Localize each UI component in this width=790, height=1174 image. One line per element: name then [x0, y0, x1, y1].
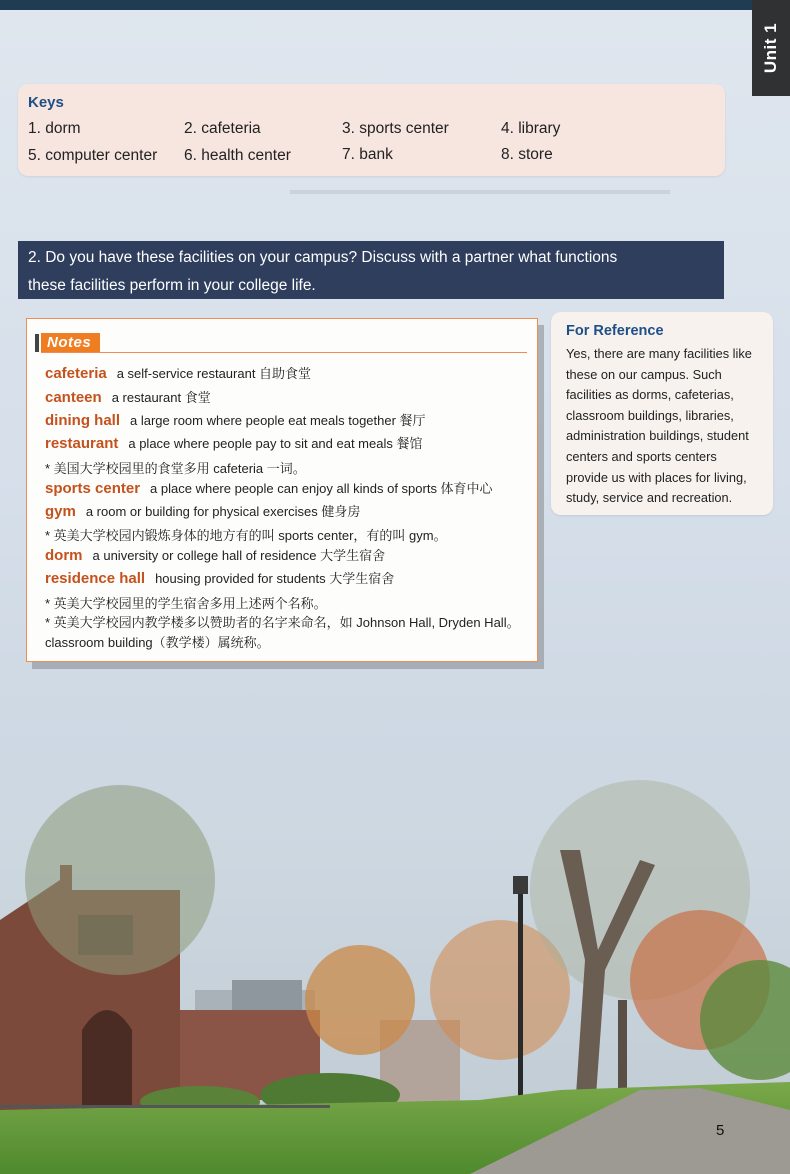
note-definition: a university or college hall of residence 大学生宿舍	[92, 548, 386, 563]
key-item: 3. sports center	[342, 120, 449, 137]
note-entry	[45, 501, 360, 520]
notes-header	[35, 333, 100, 352]
key-item: 4. library	[501, 120, 561, 137]
unit-tab-label: Unit 1	[761, 22, 781, 74]
tree-foliage	[25, 785, 215, 975]
note-definition: a restaurant 食堂	[111, 390, 211, 405]
reference-title: For Reference	[566, 323, 664, 339]
keys-box	[18, 84, 725, 176]
note-remark: * 英美大学校园内教学楼多以赞助者的名字来命名，如 Johnson Hall, Dryden Hall。	[45, 615, 520, 630]
top-strip	[0, 0, 790, 10]
note-entry	[45, 545, 385, 564]
note-term: restaurant	[45, 435, 119, 452]
key-item: 6. health center	[184, 147, 291, 164]
note-term: cafeteria	[45, 365, 107, 382]
tree-foliage	[305, 945, 415, 1055]
note-entry	[45, 478, 493, 497]
note-remark: classroom building（教学楼）属统称。	[45, 635, 270, 650]
notes-divider	[41, 352, 527, 353]
note-entry	[45, 410, 426, 429]
question-bar	[18, 241, 724, 299]
key-item: 7. bank	[342, 146, 393, 163]
note-definition: a place where people can enjoy all kinds of sports 体育中心	[150, 481, 493, 496]
note-term: dorm	[45, 547, 83, 564]
note-term: sports center	[45, 480, 141, 497]
note-term: residence hall	[45, 570, 146, 587]
notes-box	[26, 318, 538, 662]
note-entry	[45, 433, 422, 452]
reference-box	[551, 312, 773, 515]
note-term: dining hall	[45, 412, 120, 429]
note-term: gym	[45, 503, 76, 520]
keys-title: Keys	[28, 94, 64, 111]
note-remark: * 美国大学校园里的食堂多用 cafeteria 一词。	[45, 461, 306, 476]
note-term: canteen	[45, 389, 102, 406]
key-item: 1. dorm	[28, 120, 81, 137]
question-line-2: these facilities perform in your college life.	[28, 277, 316, 294]
note-entry	[45, 568, 394, 587]
note-remark: * 英美大学校园内锻炼身体的地方有的叫 sports center，有的叫 gym。	[45, 528, 447, 543]
notes-header-bar	[35, 334, 39, 352]
notes-title: Notes	[41, 333, 100, 352]
question-line-1: 2. Do you have these facilities on your campus? Discuss with a partner what functions	[28, 249, 618, 266]
fence	[0, 1105, 330, 1108]
key-item: 5. computer center	[28, 147, 158, 164]
note-definition: a room or building for physical exercises 健身房	[85, 504, 361, 519]
key-item: 8. store	[501, 146, 553, 163]
note-definition: a place where people pay to sit and eat meals 餐馆	[128, 436, 423, 451]
note-definition: housing provided for students 大学生宿舍	[155, 571, 395, 586]
note-definition: a self-service restaurant 自助食堂	[116, 366, 312, 381]
page-number: 5	[716, 1122, 725, 1139]
note-entry	[45, 363, 311, 382]
unit-tab	[752, 0, 790, 96]
note-remark: * 英美大学校园里的学生宿舍多用上述两个名称。	[45, 596, 327, 611]
note-entry	[45, 387, 211, 406]
lamp-post	[518, 890, 523, 1125]
note-definition: a large room where people eat meals together 餐厅	[130, 413, 426, 428]
reference-body: Yes, there are many facilities like these on our campus. Such facilities as dorms, cafeterias, classroom buildings, libraries, administration buildings, student centers and sports centers provide us with places for living, study, service and recreation.	[566, 346, 752, 506]
key-item: 2. cafeteria	[184, 120, 261, 137]
campus-photo	[0, 690, 790, 1174]
doorway	[82, 1010, 132, 1110]
lamp-head	[513, 876, 528, 894]
